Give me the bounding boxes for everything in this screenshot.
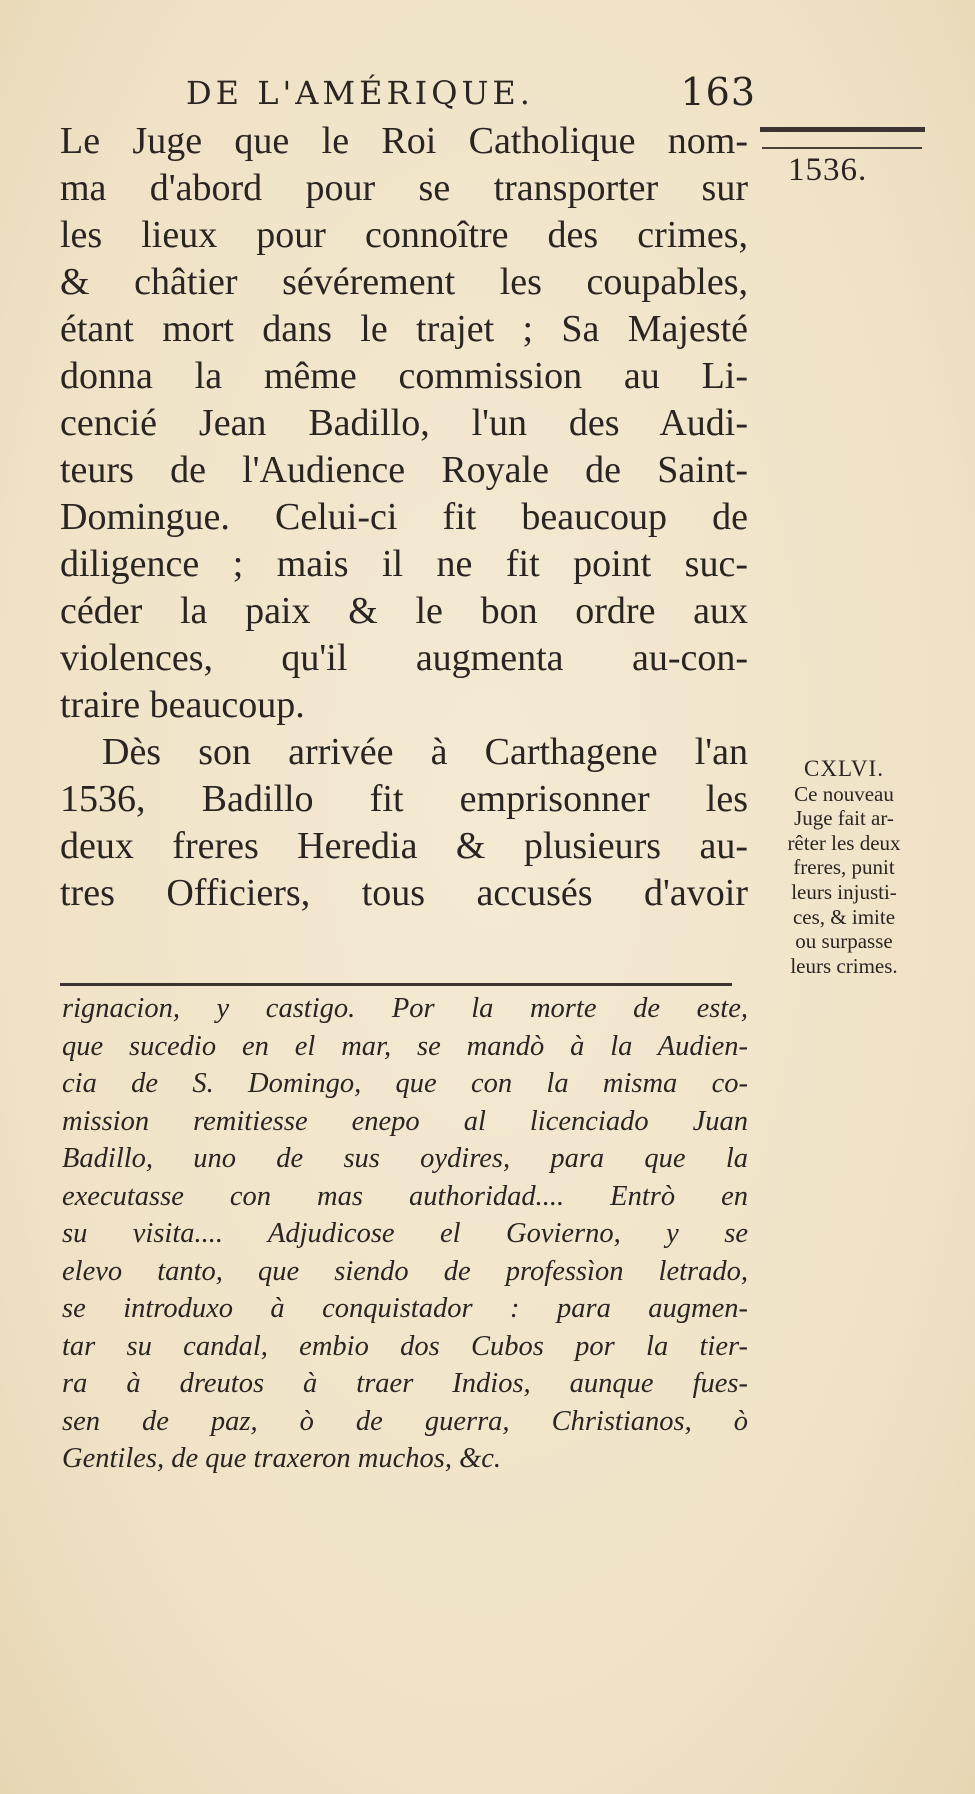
text-line: étant mort dans le trajet ; Sa Majesté [60,308,748,350]
margin-year-rule [760,127,925,132]
footnote-line: que sucedio en el mar, se mandò à la Audien- [62,1030,748,1062]
footnote-line: Badillo, uno de sus oydires, para que la [62,1143,748,1174]
text-line: ma d'abord pour se transporter sur [60,167,748,209]
margin-note-line: leurs crimes. [790,953,898,978]
text-line: & châtier sévérement les coupables, [60,261,748,303]
footnote-line: sen de paz, ò de guerra, Christianos, ò [62,1405,748,1437]
text-line: teurs de l'Audience Royale de Saint- [60,449,748,491]
text-line: les lieux pour connoître des crimes, [60,214,748,256]
text-line: tres Officiers, tous accusés d'avoir [60,872,748,914]
text-line: 1536, Badillo fit emprisonner les [60,778,748,820]
text-line: céder la paix & le bon ordre aux [60,590,748,632]
page-header [186,70,756,116]
text-line: cencié Jean Badillo, l'un des Audi- [60,402,748,444]
footnote-separator [60,983,732,986]
footnote-line: Gentiles, de que traxeron muchos, &c. [62,1443,502,1474]
footnote-line: executasse con mas authoridad.... Entrò en [62,1180,748,1212]
margin-note-line: leurs injusti- [791,879,897,904]
margin-note-line: rêter les deux [787,830,901,855]
text-line: Domingue. Celui-ci fit beaucoup de [60,496,748,538]
margin-note-line: ces, & imite [792,904,896,929]
text-line: traire beaucoup. [60,684,305,726]
margin-note-line: freres, punit [793,855,895,880]
footnote [62,990,748,1478]
margin-year-rule-thin [762,147,922,149]
main-text [60,118,748,917]
footnote-line: mission remitiesse enepo al licenciado Juan [62,1105,748,1137]
margin-note-line: Juge fait ar- [794,806,894,831]
text-line: diligence ; mais il ne fit point suc- [60,543,748,585]
page-number: 163 [680,70,756,114]
margin-note-line: Ce nouveau [794,781,894,806]
text-line: donna la même commission au Li- [60,355,748,397]
margin-note [756,757,932,978]
margin-year: 1536. [788,152,868,188]
text-line: Dès son arrivée à Carthagene l'an [102,731,748,773]
footnote-line: tar su candal, embio dos Cubos por la tier- [62,1330,748,1362]
text-line: deux freres Heredia & plusieurs au- [60,825,748,867]
margin-note-line: ou surpasse [795,929,893,954]
footnote-line: elevo tanto, que siendo de professìon letrado, [62,1255,748,1287]
text-line: Le Juge que le Roi Catholique nom- [60,120,748,162]
footnote-line: rignacion, y castigo. Por la morte de este, [62,993,748,1024]
footnote-line: cia de S. Domingo, que con la misma co- [62,1068,748,1099]
footnote-line: su visita.... Adjudicose el Govierno, y se [62,1218,748,1249]
text-line: violences, qu'il augmenta au-con- [60,637,748,679]
margin-note-number: CXLVI. [804,756,884,781]
running-title: DE L'AMÉRIQUE. [186,74,534,112]
footnote-line: ra à dreutos à traer Indios, aunque fues- [62,1368,748,1399]
footnote-line: se introduxo à conquistador : para augmen- [62,1293,748,1324]
